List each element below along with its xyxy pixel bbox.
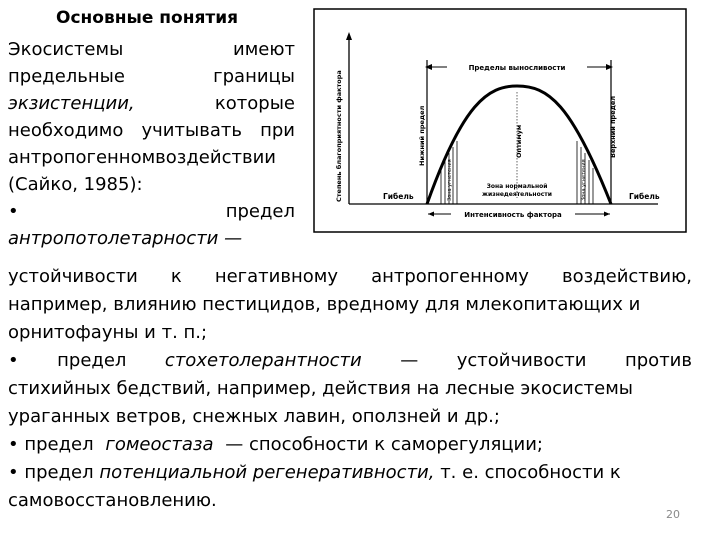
word: — — [400, 350, 419, 371]
word: антропогенному — [371, 266, 529, 287]
word: против — [624, 350, 692, 371]
zone-normal-label-2: жизнедеятельности — [482, 191, 552, 198]
x-axis-label: Интенсивность фактора — [464, 211, 562, 219]
text-line-8-suffix: т. е. способности к — [434, 462, 621, 483]
word: негативному — [214, 266, 338, 287]
text-line-8-prefix: • предел — [8, 462, 100, 483]
word: к — [170, 266, 182, 287]
intro-word: имеют — [233, 39, 295, 60]
intro-line-5: антропогенномвоздействии — [8, 147, 276, 168]
text-line-3-content: орнитофауны и т. п.; — [8, 322, 208, 343]
lower-limit-label: Нижний предел — [418, 105, 426, 166]
text-line-4 — [8, 347, 692, 375]
intro-word: которые — [214, 93, 295, 114]
word: предел — [57, 350, 127, 371]
text-line-5-content: стихийных бедствий, например, действия на лесные экосистемы — [8, 378, 633, 399]
tolerance-label: Пределы выносливости — [468, 64, 566, 72]
text-line-5 — [8, 375, 692, 403]
text-line-6-content: ураганных ветров, снежных лавин, оползней и др.; — [8, 406, 500, 427]
term-regenerativity: потенциальной регенеративности, — [99, 462, 435, 483]
tolerance-diagram-svg — [313, 8, 687, 233]
text-line-2 — [8, 291, 692, 319]
y-axis-label: Степень благоприятности фактора — [335, 70, 343, 202]
text-line-3 — [8, 319, 692, 347]
death-right-label: Гибель — [629, 192, 660, 201]
continuation-text — [8, 263, 692, 515]
text-line-8 — [8, 459, 692, 487]
text-line-7 — [8, 431, 692, 459]
term-homeostasis: гомеостаза — [105, 434, 214, 455]
intro-word: предельные — [8, 66, 125, 87]
page-number: 20 — [666, 508, 680, 521]
tolerance-diagram — [313, 8, 687, 233]
text-line-7-suffix: — способности к саморегуляции; — [219, 434, 543, 455]
intro-line-4: необходимо учитывать при — [8, 120, 295, 141]
intro-line-2 — [8, 63, 295, 90]
word: устойчивости — [456, 350, 587, 371]
intro-text — [8, 36, 295, 252]
optimum-label: Оптимум — [515, 124, 523, 158]
term-existence: экзистенции, — [8, 93, 135, 114]
upper-limit-label: Верхний предел — [609, 95, 617, 158]
word: воздействию, — [562, 266, 692, 287]
word: устойчивости — [8, 266, 138, 287]
intro-line-7 — [8, 198, 295, 225]
intro-word: предел — [225, 201, 295, 222]
intro-line-3 — [8, 90, 295, 117]
text-line-7-prefix: • предел — [8, 434, 100, 455]
oppression-left-label: Зона угнетения — [447, 159, 453, 201]
bullet: • — [8, 201, 19, 222]
term-anthropotolerance: антропотолетарности — — [8, 228, 243, 249]
death-left-label: Гибель — [383, 192, 414, 201]
intro-line-1 — [8, 36, 295, 63]
intro-word: Экосистемы — [8, 39, 124, 60]
text-line-6 — [8, 403, 692, 431]
text-line-1 — [8, 263, 692, 291]
bullet: • — [8, 350, 19, 371]
slide-title: Основные понятия — [56, 8, 239, 28]
zone-normal-label-1: Зона нормальной — [486, 183, 548, 190]
oppression-right-label: Зона угнетения — [581, 159, 587, 201]
intro-line-6: (Сайко, 1985): — [8, 174, 143, 195]
text-line-9-content: самовосстановлению. — [8, 490, 217, 511]
term-stochotolerance: стохетолерантности — [164, 350, 362, 371]
intro-word: границы — [213, 66, 295, 87]
text-line-9 — [8, 487, 692, 515]
text-line-2-content: например, влиянию пестицидов, вредному для млекопитающих и — [8, 294, 641, 315]
